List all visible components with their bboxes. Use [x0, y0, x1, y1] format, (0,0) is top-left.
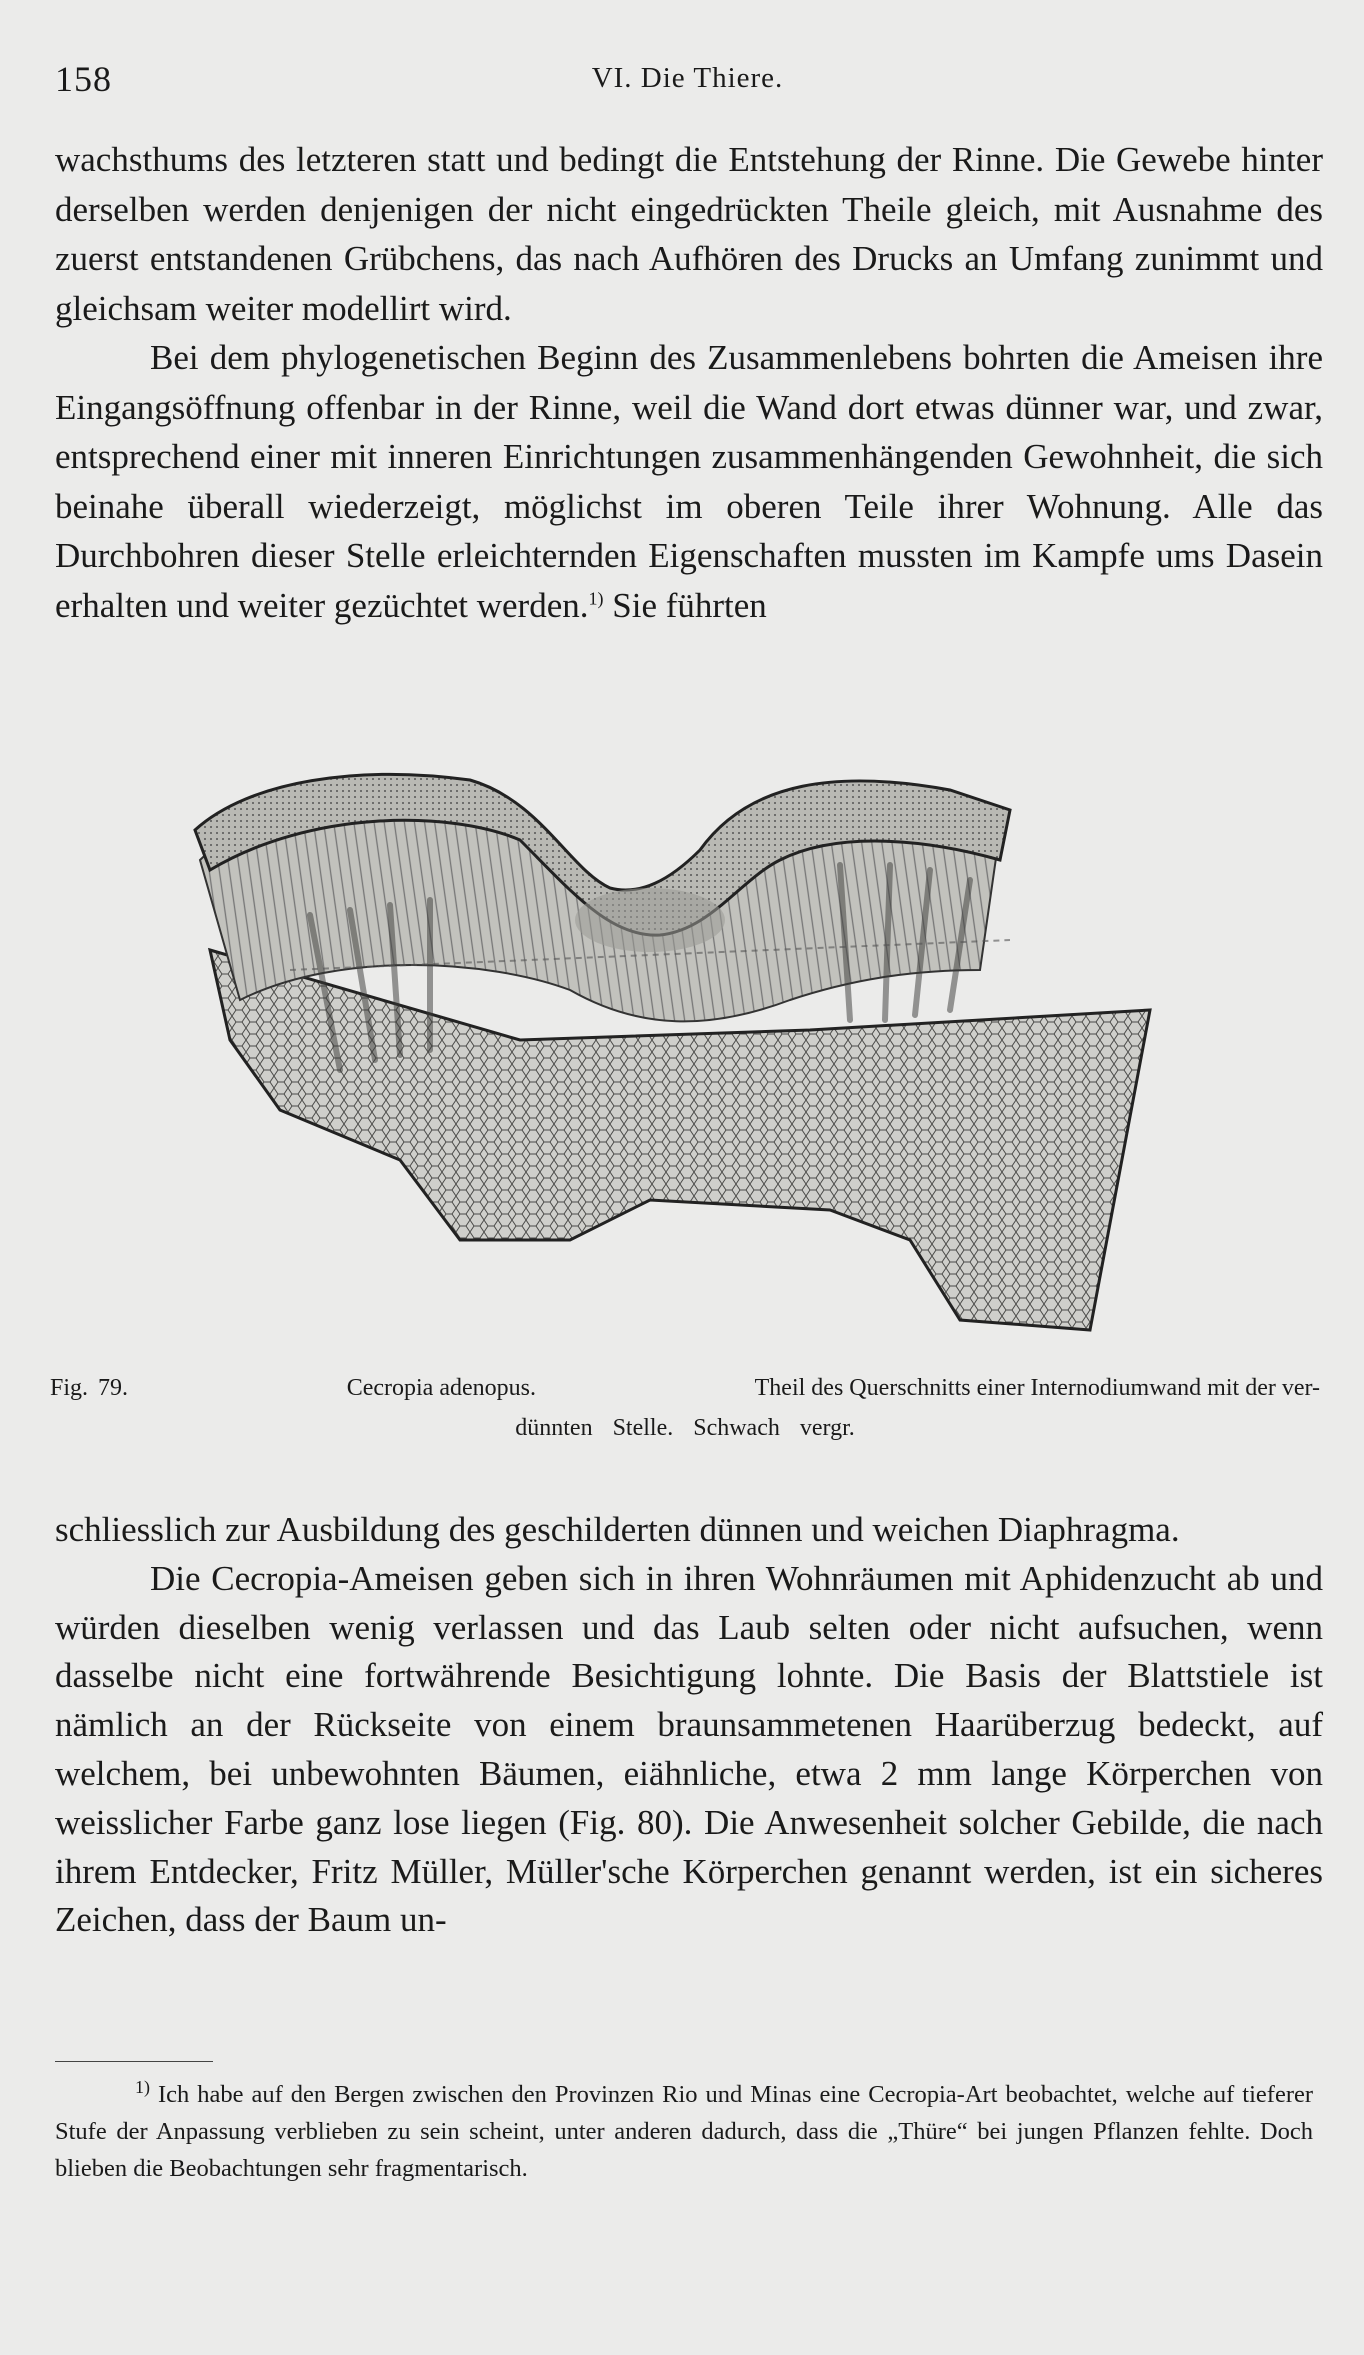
caption-line — [50, 1368, 1320, 1408]
running-head: VI. Die Thiere. — [591, 62, 784, 94]
figure-caption — [50, 1368, 1320, 1448]
figure-species: Cecropia adenopus. — [346, 1375, 536, 1401]
caption-line-continued: dünnten Stelle. Schwach vergr. — [515, 1415, 855, 1441]
paragraph-text: Bei dem phylogenetischen Beginn des Zusammenlebens bohrten die Ameisen ihre Eingangsöffnung offenbar in der Rinne, weil die Wand dort etwas dünner war, und zwar, entsprechend einer mit inneren Einrichtungen zusammenhängenden Gewohnheit, die sich beinahe überall wiederzeigt, möglichst im oberen Teile ihrer Wohnung. Alle das Durchbohren dieser Stelle erleichternden Eigenschaften mussten im Kampfe ums Dasein erhalten und weiter gezüchtet werden. — [55, 338, 1323, 625]
caption-text: Theil des Querschnitts einer Internodiumwand mit der ver- — [754, 1375, 1320, 1401]
footnote-reference: 1) — [588, 587, 604, 608]
paragraph: schliesslich zur Ausbildung des geschilderten dünnen und weichen Diaphragma. — [55, 1510, 1180, 1549]
page-number: 158 — [55, 59, 112, 99]
paragraph: wachsthums des letzteren statt und bedingt die Entstehung der Rinne. Die Gewebe hinter derselben werden denjenigen der nicht eingedrückten Theile gleich, mit Ausnahme des zuerst entstandenen Grübchens, das nach Aufhören des Drucks an Umfang zunimmt und gleichsam weiter modellirt wird. — [55, 140, 1323, 328]
footnote-marker: 1) — [135, 2076, 150, 2097]
page-header — [55, 58, 1320, 108]
footnote — [55, 2076, 1313, 2187]
body-text-bottom — [55, 1506, 1323, 1945]
paragraph — [55, 333, 1323, 630]
cross-section-illustration — [190, 770, 1190, 1340]
thinned-zone — [575, 888, 725, 952]
figure-illustration — [190, 770, 1190, 1340]
footnote-divider — [55, 2061, 213, 2062]
figure-label: Fig. 79. — [50, 1375, 129, 1401]
body-text-top — [55, 135, 1323, 630]
paragraph: Die Cecropia-Ameisen geben sich in ihren Wohnräumen mit Aphidenzucht ab und würden dieselben wenig verlassen und das Laub selten oder nicht aufsuchen, wenn dasselbe nicht eine fortwährende Besichtigung lohnte. Die Basis der Blattstiele ist nämlich an der Rückseite von einem braunsammetenen Haarüberzug bedeckt, auf welchem, bei unbewohnten Bäumen, eiähnliche, etwa 2 mm lange Körperchen von weisslicher Farbe ganz lose liegen (Fig. 80). Die Anwesenheit solcher Gebilde, die nach ihrem Entdecker, Fritz Müller, Müller'sche Körperchen genannt werden, ist ein sicheres Zeichen, dass der Baum un- — [55, 1558, 1323, 1940]
footnote-text: Ich habe auf den Bergen zwischen den Provinzen Rio und Minas eine Cecropia-Art beobachtet, welche auf tieferer Stufe der Anpassung verblieben zu sein scheint, unter anderen dadurch, dass die „Thüre“ bei jungen Pflanzen fehlte. Doch blieben die Beobachtungen sehr fragmentarisch. — [55, 2081, 1314, 2182]
paragraph-text-continued: Sie führten — [603, 585, 767, 625]
